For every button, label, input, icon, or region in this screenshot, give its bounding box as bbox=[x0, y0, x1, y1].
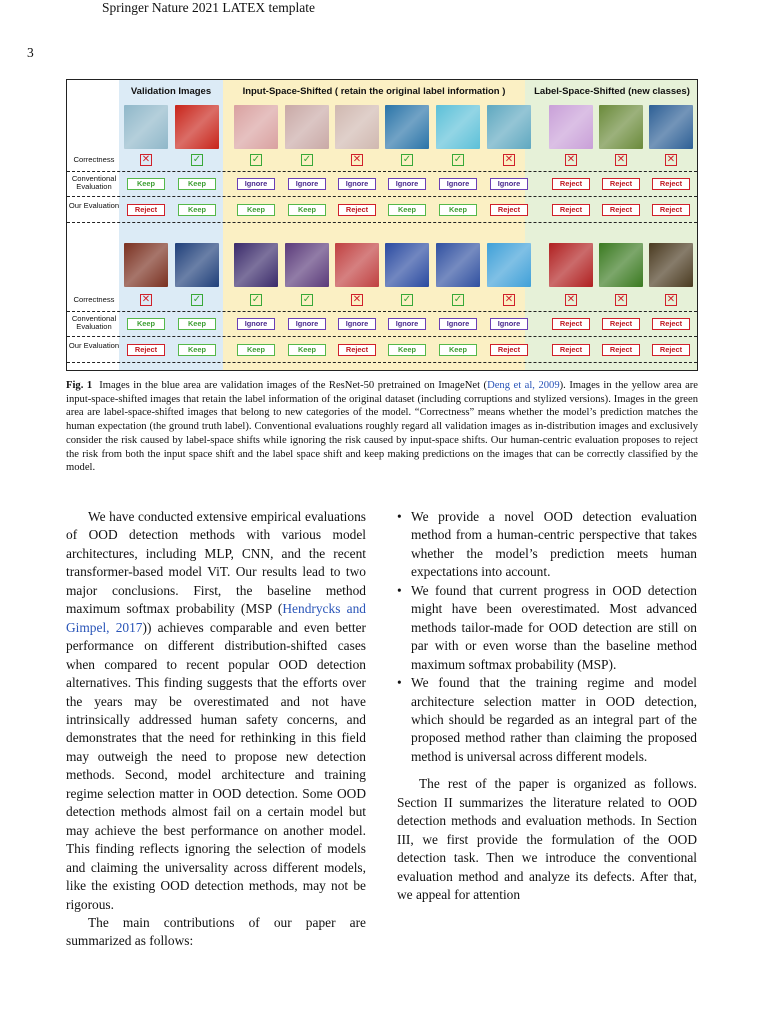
image-thumbnail bbox=[335, 243, 379, 287]
our-eval-tag: Reject bbox=[602, 344, 640, 356]
image-thumbnail bbox=[234, 243, 278, 287]
paragraph-contributions: The main contributions of our paper are summarized as follows: bbox=[66, 914, 366, 949]
cross-icon: ✕ bbox=[141, 294, 151, 305]
conventional-tag: Ignore bbox=[237, 318, 275, 330]
conventional-tag: Reject bbox=[602, 178, 640, 190]
conventional-tag: Reject bbox=[602, 318, 640, 330]
conventional-tag: Ignore bbox=[490, 318, 528, 330]
latex-logo: ATEX bbox=[230, 0, 266, 15]
caption-label: Fig. 1 bbox=[66, 380, 93, 391]
image-thumbnail bbox=[599, 105, 643, 149]
our-eval-tag: Reject bbox=[338, 344, 376, 356]
image-thumbnail bbox=[234, 105, 278, 149]
check-icon: ✓ bbox=[302, 154, 312, 165]
our-eval-tag: Keep bbox=[237, 204, 275, 216]
paragraph-text-b: )) achieves comparable and even better performance on different distribution-shifted cases when compared to recent popular OOD detection alternatives. This finding suggests that the efforts over the years may be overestimated and not have intrinsically addressed human safety concerns, and demonstrates that the need for rethinking in this field may outweigh the need to propose new detection methods. Second, model architecture and training regime selection matter in OOD detection. Some OOD detection methods almost fail on a certain model but may achieve the best performance on another model. This finding reflects ignoring the selection of models and claiming the universality across different models, like the existing OOD detection methods, may not be rigorous. bbox=[66, 619, 366, 912]
list-item: • We found that current progress in OOD detection might have been overestimated. Most advanced methods tailor-made for OOD detection are still on par with or even worse than the baseline method maximum softmax probability (MSP). bbox=[397, 582, 697, 674]
cross-icon: ✕ bbox=[504, 294, 514, 305]
row-label-ours-2: Our Evaluation bbox=[68, 341, 120, 350]
row-label-conventional-2: Conventional Evaluation bbox=[71, 314, 117, 332]
image-thumbnail bbox=[549, 243, 593, 287]
divider bbox=[67, 222, 697, 223]
check-icon: ✓ bbox=[453, 154, 463, 165]
conventional-tag: Reject bbox=[552, 178, 590, 190]
cross-icon: ✕ bbox=[566, 154, 576, 165]
our-eval-tag: Keep bbox=[288, 344, 326, 356]
divider bbox=[67, 336, 697, 337]
our-eval-tag: Keep bbox=[439, 344, 477, 356]
left-column bbox=[66, 508, 366, 951]
our-eval-tag: Keep bbox=[237, 344, 275, 356]
our-eval-tag: Reject bbox=[490, 344, 528, 356]
caption-text-a: Images in the blue area are validation images of the ResNet-50 pretrained on ImageNet ( bbox=[99, 380, 488, 391]
image-thumbnail bbox=[285, 243, 329, 287]
conventional-tag: Keep bbox=[127, 178, 165, 190]
image-thumbnail bbox=[436, 243, 480, 287]
paragraph-text-a: We have conducted extensive empirical evaluations of OOD detection methods with various model architectures, including MLP, CNN, and the recent transformer-based model ViT. Our results lead to two major conclusions. First, the baseline method maximum softmax probability (MSP ( bbox=[66, 509, 366, 617]
our-eval-tag: Reject bbox=[552, 204, 590, 216]
caption-text-b: ). Images in the yellow area are input-space-shifted images that retain the label information of the original dataset (including corruptions and stylized versions). Images in the green area are label-space-shifted images that belong to new categories of the model. “Correctness” means whether the model’s prediction matches the human expectation (the ground truth label). Conventional evaluations roughly regard all validation images as in-distribution images and exclusively consider the risk caused by label-space shifts while ignoring the risk caused by input-space shifts. Our human-centric evaluation proposes to reject the risk from both the input space shift and the label space shift and keep making predictions on the images that can be correctly classified by the model. bbox=[66, 380, 698, 474]
running-title: Springer Nature 2021 L bbox=[102, 0, 231, 15]
conventional-tag: Ignore bbox=[490, 178, 528, 190]
input-shift-title: Input-Space-Shifted ( retain the original label information ) bbox=[242, 86, 506, 97]
check-icon: ✓ bbox=[192, 154, 202, 165]
conventional-tag: Ignore bbox=[388, 178, 426, 190]
conventional-tag: Ignore bbox=[338, 178, 376, 190]
image-thumbnail bbox=[487, 105, 531, 149]
cross-icon: ✕ bbox=[141, 154, 151, 165]
divider bbox=[67, 311, 697, 312]
our-eval-tag: Reject bbox=[652, 204, 690, 216]
contribution-list bbox=[397, 508, 697, 766]
row-label-correctness-1: Correctness bbox=[73, 155, 115, 164]
our-eval-tag: Keep bbox=[439, 204, 477, 216]
cross-icon: ✕ bbox=[616, 154, 626, 165]
running-header bbox=[102, 0, 315, 16]
check-icon: ✓ bbox=[251, 294, 261, 305]
image-thumbnail bbox=[175, 243, 219, 287]
image-thumbnail bbox=[649, 243, 693, 287]
cross-icon: ✕ bbox=[666, 154, 676, 165]
image-thumbnail bbox=[649, 105, 693, 149]
check-icon: ✓ bbox=[251, 154, 261, 165]
image-thumbnail bbox=[124, 243, 168, 287]
check-icon: ✓ bbox=[453, 294, 463, 305]
cross-icon: ✕ bbox=[352, 154, 362, 165]
conventional-tag: Ignore bbox=[288, 318, 326, 330]
label-shift-title: Label-Space-Shifted (new classes) bbox=[534, 86, 690, 97]
title-suffix: template bbox=[265, 0, 315, 15]
page-number: 3 bbox=[27, 45, 34, 60]
our-eval-tag: Keep bbox=[388, 204, 426, 216]
image-thumbnail bbox=[549, 105, 593, 149]
cross-icon: ✕ bbox=[352, 294, 362, 305]
divider bbox=[67, 171, 697, 172]
image-thumbnail bbox=[599, 243, 643, 287]
conventional-tag: Reject bbox=[652, 178, 690, 190]
conventional-tag: Keep bbox=[127, 318, 165, 330]
list-item: • We provide a novel OOD detection evaluation method from a human-centric perspective that takes whether the model’s prediction meets human expectations into account. bbox=[397, 508, 697, 582]
our-eval-tag: Reject bbox=[127, 204, 165, 216]
our-eval-tag: Reject bbox=[338, 204, 376, 216]
divider bbox=[67, 196, 697, 197]
image-thumbnail bbox=[124, 105, 168, 149]
conventional-tag: Reject bbox=[652, 318, 690, 330]
cross-icon: ✕ bbox=[616, 294, 626, 305]
divider bbox=[67, 362, 697, 363]
conventional-tag: Keep bbox=[178, 178, 216, 190]
image-thumbnail bbox=[436, 105, 480, 149]
conventional-tag: Reject bbox=[552, 318, 590, 330]
figure-caption bbox=[66, 379, 698, 475]
image-thumbnail bbox=[487, 243, 531, 287]
list-item: • We found that the training regime and model architecture selection matter in OOD detection, which should be regarded as an integral part of the proposed method rather than claiming the proposed method is universal across different models. bbox=[397, 674, 697, 766]
cross-icon: ✕ bbox=[666, 294, 676, 305]
our-eval-tag: Reject bbox=[602, 204, 640, 216]
row-label-conventional-1: Conventional Evaluation bbox=[71, 174, 117, 192]
paragraph-outline: The rest of the paper is organized as follows. Section II summarizes the literature related to OOD detection methods and evaluation methods. In Section III, we first provide the formulation of the OOD detection task. Then we introduce the conventional evaluation method and analyze its defects. After that, we appeal for attention bbox=[397, 776, 697, 903]
caption-citation[interactable]: Deng et al, 2009 bbox=[487, 380, 560, 391]
row-label-ours-1: Our Evaluation bbox=[68, 201, 120, 210]
cross-icon: ✕ bbox=[566, 294, 576, 305]
image-thumbnail bbox=[175, 105, 219, 149]
our-eval-tag: Keep bbox=[388, 344, 426, 356]
row-label-correctness-2: Correctness bbox=[73, 295, 115, 304]
our-eval-tag: Reject bbox=[490, 204, 528, 216]
check-icon: ✓ bbox=[192, 294, 202, 305]
our-eval-tag: Keep bbox=[178, 344, 216, 356]
figure-1 bbox=[66, 79, 698, 371]
our-eval-tag: Keep bbox=[288, 204, 326, 216]
our-eval-tag: Keep bbox=[178, 204, 216, 216]
check-icon: ✓ bbox=[402, 154, 412, 165]
our-eval-tag: Reject bbox=[127, 344, 165, 356]
conventional-tag: Ignore bbox=[439, 178, 477, 190]
image-thumbnail bbox=[285, 105, 329, 149]
conventional-tag: Ignore bbox=[237, 178, 275, 190]
validation-title: Validation Images bbox=[130, 86, 212, 97]
cross-icon: ✕ bbox=[504, 154, 514, 165]
our-eval-tag: Reject bbox=[552, 344, 590, 356]
image-thumbnail bbox=[385, 105, 429, 149]
conventional-tag: Ignore bbox=[439, 318, 477, 330]
conventional-tag: Ignore bbox=[388, 318, 426, 330]
image-thumbnail bbox=[385, 243, 429, 287]
our-eval-tag: Reject bbox=[652, 344, 690, 356]
check-icon: ✓ bbox=[302, 294, 312, 305]
paragraph bbox=[66, 508, 366, 914]
conventional-tag: Keep bbox=[178, 318, 216, 330]
check-icon: ✓ bbox=[402, 294, 412, 305]
citation-hendrycks[interactable]: Hendrycks and Gimpel, 2017 bbox=[66, 601, 366, 635]
conventional-tag: Ignore bbox=[288, 178, 326, 190]
right-column bbox=[397, 508, 697, 905]
conventional-tag: Ignore bbox=[338, 318, 376, 330]
image-thumbnail bbox=[335, 105, 379, 149]
